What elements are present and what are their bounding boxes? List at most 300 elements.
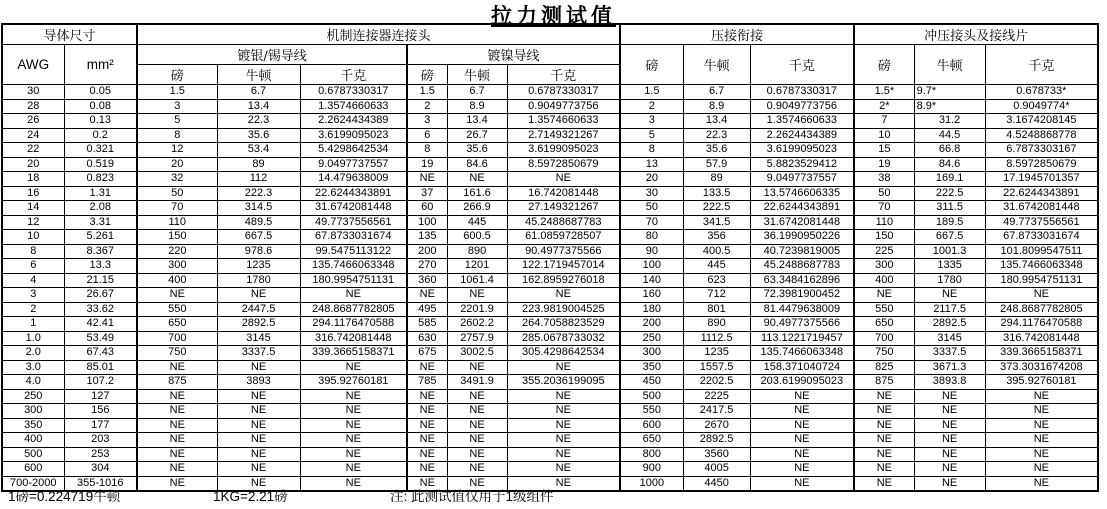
header-conductor-size: 导体尺寸 (2, 24, 137, 45)
table-cell: 99.5475113122 (300, 244, 407, 259)
table-cell: 50 (620, 201, 683, 216)
table-cell: NE (507, 360, 620, 375)
table-cell: NE (854, 433, 914, 448)
table-cell: 31.2 (914, 114, 985, 129)
header-mm2: mm² (64, 45, 137, 85)
conversion-note-kg-pound: 1KG=2.21磅 (213, 489, 288, 504)
table-cell: 150 (854, 230, 914, 245)
table-cell: 712 (683, 288, 750, 303)
table-cell: 135.7466063348 (750, 346, 854, 361)
table-cell: 875 (137, 375, 217, 390)
table-cell: 356 (683, 230, 750, 245)
table-cell: 316.742081448 (300, 331, 407, 346)
table-cell: 13.4 (683, 114, 750, 129)
table-cell: 6.7873303167 (985, 143, 1098, 158)
table-cell: 2117.5 (914, 302, 985, 317)
table-cell: 112 (217, 172, 300, 187)
table-cell: 107.2 (64, 375, 137, 390)
table-cell: 8.9* (914, 99, 985, 114)
table-cell: 0.823 (64, 172, 137, 187)
table-cell: NE (507, 418, 620, 433)
table-cell: 2.7149321267 (507, 128, 620, 143)
table-cell: 1061.4 (447, 273, 507, 288)
table-cell: 101.8099547511 (985, 244, 1098, 259)
table-cell: NE (447, 418, 507, 433)
table-cell: 6 (2, 259, 64, 274)
table-cell: 2* (854, 99, 914, 114)
table-cell: 10 (854, 128, 914, 143)
table-cell: 38 (854, 172, 914, 187)
header-pound-stamped: 磅 (854, 45, 914, 85)
table-cell: 122.1719457014 (507, 259, 620, 274)
table-cell: 26 (2, 114, 64, 129)
table-row (2, 172, 1098, 187)
table-row (2, 462, 1098, 477)
table-cell: 550 (620, 404, 683, 419)
table-cell: NE (985, 404, 1098, 419)
table-cell: 19 (407, 157, 447, 172)
table-row (2, 331, 1098, 346)
table-cell: 4 (2, 273, 64, 288)
table-cell: 3002.5 (447, 346, 507, 361)
table-row (2, 288, 1098, 303)
table-cell: 400 (137, 273, 217, 288)
table-cell: NE (914, 476, 985, 491)
table-cell: 800 (620, 447, 683, 462)
table-cell: 49.7737556561 (300, 215, 407, 230)
table-cell: 8 (620, 143, 683, 158)
table-cell: NE (407, 418, 447, 433)
table-cell: 220 (137, 244, 217, 259)
table-cell: 2417.5 (683, 404, 750, 419)
table-cell: 3 (407, 114, 447, 129)
header-kg-stamped: 千克 (985, 45, 1098, 85)
table-cell: 84.6 (447, 157, 507, 172)
table-cell: NE (217, 404, 300, 419)
table-cell: 3.6199095023 (750, 143, 854, 158)
table-cell: 2.2624434389 (750, 128, 854, 143)
table-cell: NE (407, 288, 447, 303)
table-cell: 1.3574660633 (300, 99, 407, 114)
table-cell: NE (217, 389, 300, 404)
table-cell: 1.5* (854, 85, 914, 100)
table-cell: NE (507, 476, 620, 491)
table-cell: 13.4 (217, 99, 300, 114)
table-cell: 801 (683, 302, 750, 317)
table-cell: 81.4479638009 (750, 302, 854, 317)
table-row (2, 157, 1098, 172)
table-cell: 355.2036199095 (507, 375, 620, 390)
page-title: 拉力测试值 (491, 3, 616, 28)
table-cell: 355-1016 (64, 476, 137, 491)
table-cell: NE (914, 447, 985, 462)
table-cell: 135 (407, 230, 447, 245)
header-stamped-terminal: 冲压接头及接线片 (854, 24, 1098, 45)
table-cell: 50 (137, 186, 217, 201)
table-row (2, 201, 1098, 216)
table-cell: 750 (854, 346, 914, 361)
table-body (2, 85, 1098, 492)
table-cell: 890 (683, 317, 750, 332)
table-cell: NE (300, 389, 407, 404)
table-cell: 1.5 (620, 85, 683, 100)
table-cell: 2892.5 (217, 317, 300, 332)
table-cell: 875 (854, 375, 914, 390)
table-cell: 60 (407, 201, 447, 216)
table-cell: 2 (620, 99, 683, 114)
table-cell: 445 (683, 259, 750, 274)
table-cell: 161.6 (447, 186, 507, 201)
table-row (2, 433, 1098, 448)
table-cell: 3145 (914, 331, 985, 346)
table-cell: 31.6742081448 (300, 201, 407, 216)
table-row (2, 447, 1098, 462)
table-cell: 85.01 (64, 360, 137, 375)
table-cell: NE (447, 447, 507, 462)
table-cell: 600.5 (447, 230, 507, 245)
table-cell: NE (217, 476, 300, 491)
table-cell: 3491.9 (447, 375, 507, 390)
table-row (2, 244, 1098, 259)
table-cell: NE (407, 404, 447, 419)
pull-test-table (1, 23, 1099, 492)
table-cell: 44.5 (914, 128, 985, 143)
table-cell: 80 (620, 230, 683, 245)
table-cell: 156 (64, 404, 137, 419)
table-cell: 24 (2, 128, 64, 143)
table-cell: 13.4 (447, 114, 507, 129)
table-cell: 667.5 (217, 230, 300, 245)
table-cell: NE (750, 418, 854, 433)
table-cell: 22 (2, 143, 64, 158)
table-cell: NE (137, 404, 217, 419)
table-cell: 49.7737556561 (985, 215, 1098, 230)
header-newton-crimp: 牛顿 (683, 45, 750, 85)
table-cell: 26.67 (64, 288, 137, 303)
table-cell: NE (137, 476, 217, 491)
table-cell: 222.3 (217, 186, 300, 201)
table-cell: 2225 (683, 389, 750, 404)
table-cell: 31.6742081448 (750, 215, 854, 230)
table-cell: 0.6787330317 (507, 85, 620, 100)
table-row (2, 418, 1098, 433)
table-cell: 1 (2, 317, 64, 332)
table-cell: NE (217, 433, 300, 448)
table-cell: NE (300, 476, 407, 491)
table-cell: NE (750, 462, 854, 477)
table-cell: 127 (64, 389, 137, 404)
table-cell: 2.08 (64, 201, 137, 216)
table-cell: 3.6199095023 (300, 128, 407, 143)
table-cell: 67.43 (64, 346, 137, 361)
table-cell: 140 (620, 273, 683, 288)
table-cell: 650 (137, 317, 217, 332)
table-cell: 19 (854, 157, 914, 172)
table-cell: 30 (2, 85, 64, 100)
table-cell: NE (507, 404, 620, 419)
table-cell: 341.5 (683, 215, 750, 230)
table-cell: 4.5248868778 (985, 128, 1098, 143)
table-row (2, 346, 1098, 361)
table-cell: 22.3 (683, 128, 750, 143)
table-cell: NE (137, 288, 217, 303)
table-cell: 650 (854, 317, 914, 332)
table-cell: 203.6199095023 (750, 375, 854, 390)
table-cell: 1557.5 (683, 360, 750, 375)
table-cell: 42.41 (64, 317, 137, 332)
table-cell: 700-2000 (2, 476, 64, 491)
table-row (2, 375, 1098, 390)
footer-notes (0, 485, 1107, 507)
header-kg-nickel: 千克 (507, 65, 620, 85)
table-cell: NE (447, 389, 507, 404)
table-cell: 89 (217, 157, 300, 172)
table-cell: 26.7 (447, 128, 507, 143)
table-cell: 2 (407, 99, 447, 114)
table-cell: NE (447, 288, 507, 303)
table-cell: 2757.9 (447, 331, 507, 346)
table-cell: 35.6 (683, 143, 750, 158)
table-cell: 630 (407, 331, 447, 346)
table-cell: 15 (854, 143, 914, 158)
table-cell: 0.08 (64, 99, 137, 114)
table-cell: 70 (854, 201, 914, 216)
table-cell: 0.6787330317 (750, 85, 854, 100)
table-cell: 100 (620, 259, 683, 274)
table-cell: 9.0497737557 (750, 172, 854, 187)
table-cell: 180 (620, 302, 683, 317)
table-cell: 3 (137, 99, 217, 114)
table-cell: 14 (2, 201, 64, 216)
table-cell: 135.7466063348 (300, 259, 407, 274)
table-cell: 50 (854, 186, 914, 201)
table-cell: 3 (2, 288, 64, 303)
table-row (2, 114, 1098, 129)
table-cell: NE (447, 462, 507, 477)
table-cell: 300 (854, 259, 914, 274)
table-cell: 12 (137, 143, 217, 158)
table-row (2, 85, 1098, 100)
table-cell: NE (507, 462, 620, 477)
table-cell: 5.261 (64, 230, 137, 245)
table-cell: 700 (137, 331, 217, 346)
table-cell: 9.0497737557 (300, 157, 407, 172)
table-cell: 300 (2, 404, 64, 419)
table-cell: 350 (2, 418, 64, 433)
table-cell: 825 (854, 360, 914, 375)
table-row (2, 128, 1098, 143)
table-cell: 110 (854, 215, 914, 230)
table-cell: 1235 (683, 346, 750, 361)
table-cell: 2670 (683, 418, 750, 433)
table-cell: 600 (620, 418, 683, 433)
table-cell: 314.5 (217, 201, 300, 216)
table-cell: 57.9 (683, 157, 750, 172)
header-pound-nickel: 磅 (407, 65, 447, 85)
table-cell: NE (914, 288, 985, 303)
table-cell: NE (407, 389, 447, 404)
table-cell: 225 (854, 244, 914, 259)
table-cell: 6.7 (217, 85, 300, 100)
table-cell: 264.7058823529 (507, 317, 620, 332)
table-cell: 9.7* (914, 85, 985, 100)
table-cell: 400 (854, 273, 914, 288)
table-cell: 250 (2, 389, 64, 404)
table-cell: 20 (137, 157, 217, 172)
table-row (2, 215, 1098, 230)
table-cell: NE (407, 462, 447, 477)
table-cell: 248.8687782805 (300, 302, 407, 317)
table-cell: 14.479638009 (300, 172, 407, 187)
table-cell: 1335 (914, 259, 985, 274)
table-cell: 27.149321267 (507, 201, 620, 216)
table-cell: NE (137, 433, 217, 448)
table-cell: 305.4298642534 (507, 346, 620, 361)
table-cell: 304 (64, 462, 137, 477)
table-cell: NE (300, 360, 407, 375)
table-cell: NE (447, 433, 507, 448)
table-cell: 3.6199095023 (507, 143, 620, 158)
table-cell: 2.2624434389 (300, 114, 407, 129)
table-cell: 13 (620, 157, 683, 172)
table-cell: 2 (2, 302, 64, 317)
header-pound-crimp: 磅 (620, 45, 683, 85)
table-row (2, 143, 1098, 158)
table-cell: NE (854, 418, 914, 433)
table-cell: 0.05 (64, 85, 137, 100)
table-cell: 70 (137, 201, 217, 216)
table-cell: 1780 (914, 273, 985, 288)
table-cell: 445 (447, 215, 507, 230)
table-cell: 222.5 (683, 201, 750, 216)
table-cell: 53.49 (64, 331, 137, 346)
table-cell: 6.7 (683, 85, 750, 100)
table-cell: 33.62 (64, 302, 137, 317)
table-cell: 1.3574660633 (750, 114, 854, 129)
table-cell: 133.5 (683, 186, 750, 201)
header-newton-nickel: 牛顿 (447, 65, 507, 85)
table-cell: NE (985, 418, 1098, 433)
table-cell: 45.2488687783 (507, 215, 620, 230)
table-cell: 3.31 (64, 215, 137, 230)
table-cell: 200 (620, 317, 683, 332)
table-cell: 5.4298642534 (300, 143, 407, 158)
table-cell: 0.13 (64, 114, 137, 129)
table-cell: 18 (2, 172, 64, 187)
table-cell: 311.5 (914, 201, 985, 216)
table-cell: NE (854, 389, 914, 404)
table-cell: 316.742081448 (985, 331, 1098, 346)
table-cell: NE (507, 389, 620, 404)
table-cell: 3 (620, 114, 683, 129)
table-cell: 3.1674208145 (985, 114, 1098, 129)
table-cell: 300 (620, 346, 683, 361)
header-newton-silver: 牛顿 (217, 65, 300, 85)
table-cell: 22.3 (217, 114, 300, 129)
table-cell: 253 (64, 447, 137, 462)
table-cell: NE (300, 404, 407, 419)
table-cell: 489.5 (217, 215, 300, 230)
table-cell: 8.367 (64, 244, 137, 259)
table-cell: NE (750, 476, 854, 491)
table-header (2, 24, 1098, 85)
table-cell: 6 (407, 128, 447, 143)
table-cell: NE (217, 288, 300, 303)
table-cell: NE (507, 172, 620, 187)
table-cell: 3337.5 (914, 346, 985, 361)
table-cell: 270 (407, 259, 447, 274)
table-cell: NE (137, 360, 217, 375)
table-cell: 623 (683, 273, 750, 288)
table-cell: 395.92760181 (300, 375, 407, 390)
table-cell: 37 (407, 186, 447, 201)
table-cell: 32 (137, 172, 217, 187)
table-cell: 360 (407, 273, 447, 288)
table-cell: 294.1176470588 (985, 317, 1098, 332)
table-cell: 17.1945701357 (985, 172, 1098, 187)
table-cell: 1.0 (2, 331, 64, 346)
table-cell: 350 (620, 360, 683, 375)
table-cell: 22.6244343891 (750, 201, 854, 216)
table-cell: 72.3981900452 (750, 288, 854, 303)
table-cell: NE (854, 447, 914, 462)
table-row (2, 360, 1098, 375)
table-cell: 35.6 (217, 128, 300, 143)
table-cell: NE (507, 288, 620, 303)
table-cell: NE (217, 447, 300, 462)
table-row (2, 317, 1098, 332)
table-cell: 8.5972850679 (507, 157, 620, 172)
table-cell: NE (447, 404, 507, 419)
table-cell: 67.8733031674 (985, 230, 1098, 245)
header-machined-connector: 机制连接器连接头 (137, 24, 620, 45)
table-cell: 100 (407, 215, 447, 230)
table-cell: 0.519 (64, 157, 137, 172)
table-cell: 3.0 (2, 360, 64, 375)
table-cell: NE (854, 476, 914, 491)
table-cell: 20 (620, 172, 683, 187)
table-cell: 1001.3 (914, 244, 985, 259)
table-cell: NE (854, 404, 914, 419)
table-cell: 550 (854, 302, 914, 317)
table-cell: 135.7466063348 (985, 259, 1098, 274)
table-cell: 169.1 (914, 172, 985, 187)
table-cell: 550 (137, 302, 217, 317)
table-cell: 28 (2, 99, 64, 114)
table-cell: 1201 (447, 259, 507, 274)
table-cell: 113.1221719457 (750, 331, 854, 346)
table-cell: NE (300, 462, 407, 477)
table-cell: 294.1176470588 (300, 317, 407, 332)
table-cell: 495 (407, 302, 447, 317)
table-cell: NE (137, 447, 217, 462)
header-nickel-wire: 镀镍导线 (407, 45, 620, 65)
table-cell: 90.4977375566 (750, 317, 854, 332)
usage-note: 注: 此测试值仅用于1级组件 (390, 489, 554, 504)
table-cell: 7 (854, 114, 914, 129)
table-cell: 1780 (217, 273, 300, 288)
table-cell: 675 (407, 346, 447, 361)
table-cell: 1.5 (407, 85, 447, 100)
table-cell: 450 (620, 375, 683, 390)
table-cell: 189.5 (914, 215, 985, 230)
table-cell: 5 (620, 128, 683, 143)
table-cell: 222.5 (914, 186, 985, 201)
table-row (2, 404, 1098, 419)
table-cell: NE (407, 172, 447, 187)
table-cell: NE (750, 404, 854, 419)
table-cell: NE (300, 447, 407, 462)
